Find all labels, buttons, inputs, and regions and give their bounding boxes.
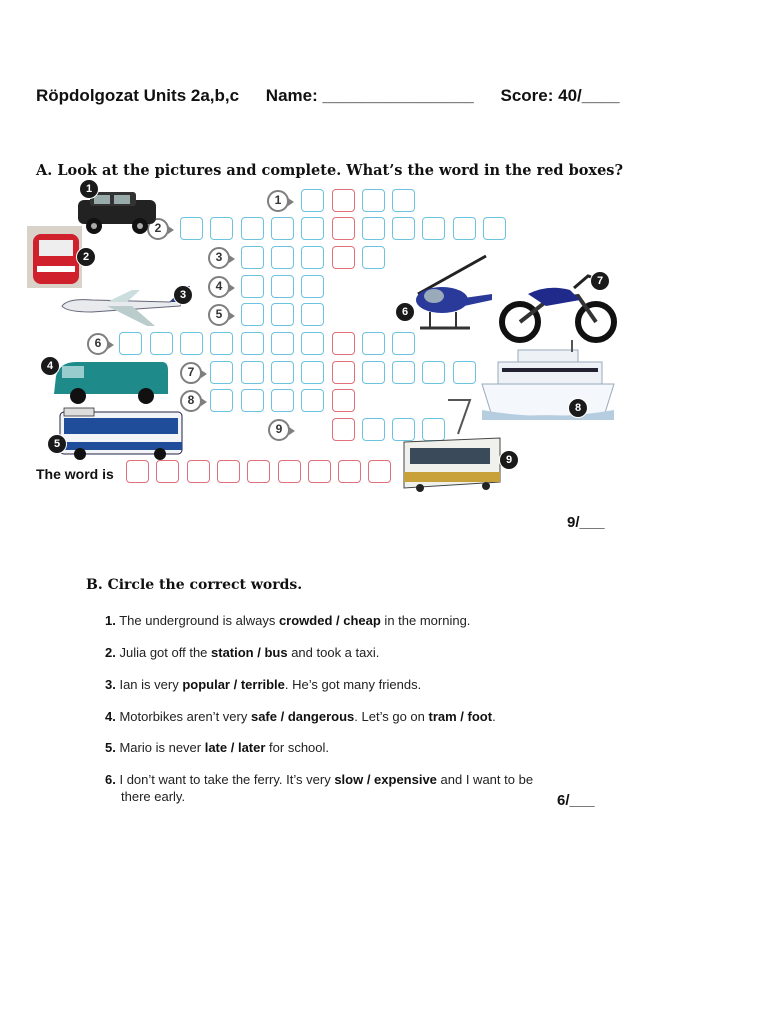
picture-badge-4: 4: [40, 356, 60, 376]
red-letter-box[interactable]: [332, 418, 355, 441]
letter-box[interactable]: [271, 303, 294, 326]
letter-box[interactable]: [271, 361, 294, 384]
picture-badge-1: 1: [79, 179, 99, 199]
letter-box[interactable]: [453, 217, 476, 240]
letter-box[interactable]: [362, 189, 385, 212]
answer-letter-box[interactable]: [126, 460, 149, 483]
sentence-item: 1. The underground is always crowded / cheap in the morning.: [105, 613, 471, 628]
red-letter-box[interactable]: [332, 361, 355, 384]
answer-letter-box[interactable]: [156, 460, 179, 483]
letter-box[interactable]: [301, 189, 324, 212]
clue-number-4: 4: [208, 276, 230, 298]
airplane-picture: [52, 284, 192, 330]
underground-train-picture: [27, 226, 82, 288]
letter-box[interactable]: [301, 332, 324, 355]
clue-number-5: 5: [208, 304, 230, 326]
picture-badge-2: 2: [76, 247, 96, 267]
letter-box[interactable]: [241, 275, 264, 298]
letter-box[interactable]: [210, 389, 233, 412]
clue-number-3: 3: [208, 247, 230, 269]
choice-option[interactable]: popular / terrible: [182, 677, 285, 692]
word-is-label: The word is: [36, 466, 114, 482]
letter-box[interactable]: [241, 246, 264, 269]
total-score: Score: 40/____: [500, 86, 620, 105]
choice-option[interactable]: crowded / cheap: [278, 613, 381, 628]
letter-box[interactable]: [362, 361, 385, 384]
van-picture: [50, 358, 172, 406]
red-letter-box[interactable]: [332, 389, 355, 412]
clue-number-7: 7: [180, 362, 202, 384]
worksheet-header: [36, 86, 642, 106]
letter-box[interactable]: [362, 418, 385, 441]
name-field[interactable]: Name: ________________: [265, 86, 474, 105]
letter-box[interactable]: [119, 332, 142, 355]
letter-box[interactable]: [241, 217, 264, 240]
section-b-title: B. Circle the correct words.: [86, 577, 303, 593]
worksheet-title: Röpdolgozat Units 2a,b,c: [36, 86, 240, 105]
choice-option[interactable]: late / later: [204, 740, 266, 755]
letter-box[interactable]: [241, 361, 264, 384]
clue-number-6: 6: [87, 333, 109, 355]
letter-box[interactable]: [422, 361, 445, 384]
picture-badge-9: 9: [499, 450, 519, 470]
sentence-item: 2. Julia got off the station / bus and took a taxi.: [105, 645, 380, 660]
letter-box[interactable]: [241, 389, 264, 412]
picture-badge-6: 6: [395, 302, 415, 322]
sentence-item: 6. I don’t want to take the ferry. It’s very slow / expensive and I want to be there early.: [105, 772, 534, 804]
letter-box[interactable]: [301, 361, 324, 384]
choice-option[interactable]: slow / expensive: [334, 772, 437, 787]
letter-box[interactable]: [271, 275, 294, 298]
clue-number-8: 8: [180, 390, 202, 412]
answer-letter-box[interactable]: [187, 460, 210, 483]
letter-box[interactable]: [271, 217, 294, 240]
letter-box[interactable]: [271, 389, 294, 412]
choice-option[interactable]: safe / dangerous: [250, 709, 355, 724]
letter-box[interactable]: [271, 246, 294, 269]
picture-badge-8: 8: [568, 398, 588, 418]
letter-box[interactable]: [392, 189, 415, 212]
letter-box[interactable]: [392, 361, 415, 384]
sentence-item: 4. Motorbikes aren’t very safe / dangerous. Let’s go on tram / foot.: [105, 709, 496, 724]
letter-box[interactable]: [453, 361, 476, 384]
letter-box[interactable]: [150, 332, 173, 355]
red-letter-box[interactable]: [332, 246, 355, 269]
helicopter-picture: [404, 254, 496, 338]
letter-box[interactable]: [483, 217, 506, 240]
letter-box[interactable]: [362, 246, 385, 269]
letter-box[interactable]: [362, 217, 385, 240]
answer-letter-box[interactable]: [217, 460, 240, 483]
sentence-item: 5. Mario is never late / later for school.: [105, 740, 330, 755]
tram-picture: [400, 398, 504, 494]
letter-box[interactable]: [301, 217, 324, 240]
letter-box[interactable]: [301, 246, 324, 269]
red-letter-box[interactable]: [332, 332, 355, 355]
bus-picture: [56, 406, 184, 462]
letter-box[interactable]: [241, 332, 264, 355]
letter-box[interactable]: [301, 303, 324, 326]
picture-badge-3: 3: [173, 285, 193, 305]
letter-box[interactable]: [180, 332, 203, 355]
sentence-item: 3. Ian is very popular / terrible. He’s got many friends.: [105, 677, 422, 692]
clue-number-9: 9: [268, 419, 290, 441]
letter-box[interactable]: [210, 217, 233, 240]
clue-number-2: 2: [147, 218, 169, 240]
letter-box[interactable]: [362, 332, 385, 355]
picture-badge-7: 7: [590, 271, 610, 291]
letter-box[interactable]: [210, 332, 233, 355]
letter-box[interactable]: [241, 303, 264, 326]
answer-letter-box[interactable]: [247, 460, 270, 483]
red-letter-box[interactable]: [332, 217, 355, 240]
answer-letter-box[interactable]: [308, 460, 331, 483]
letter-box[interactable]: [180, 217, 203, 240]
letter-box[interactable]: [210, 361, 233, 384]
letter-box[interactable]: [392, 217, 415, 240]
letter-box[interactable]: [271, 332, 294, 355]
answer-letter-box[interactable]: [338, 460, 361, 483]
letter-box[interactable]: [301, 389, 324, 412]
clue-number-1: 1: [267, 190, 289, 212]
picture-badge-5: 5: [47, 434, 67, 454]
red-letter-box[interactable]: [332, 189, 355, 212]
choice-option[interactable]: station / bus: [211, 645, 288, 660]
letter-box[interactable]: [301, 275, 324, 298]
choice-option[interactable]: tram / foot: [428, 709, 493, 724]
section-a-score: 9/___: [567, 514, 605, 531]
section-a-title: A. Look at the pictures and complete. What’s the word in the red boxes?: [36, 162, 623, 179]
answer-letter-box[interactable]: [278, 460, 301, 483]
answer-letter-box[interactable]: [368, 460, 391, 483]
section-b-score: 6/___: [557, 792, 595, 809]
letter-box[interactable]: [422, 217, 445, 240]
